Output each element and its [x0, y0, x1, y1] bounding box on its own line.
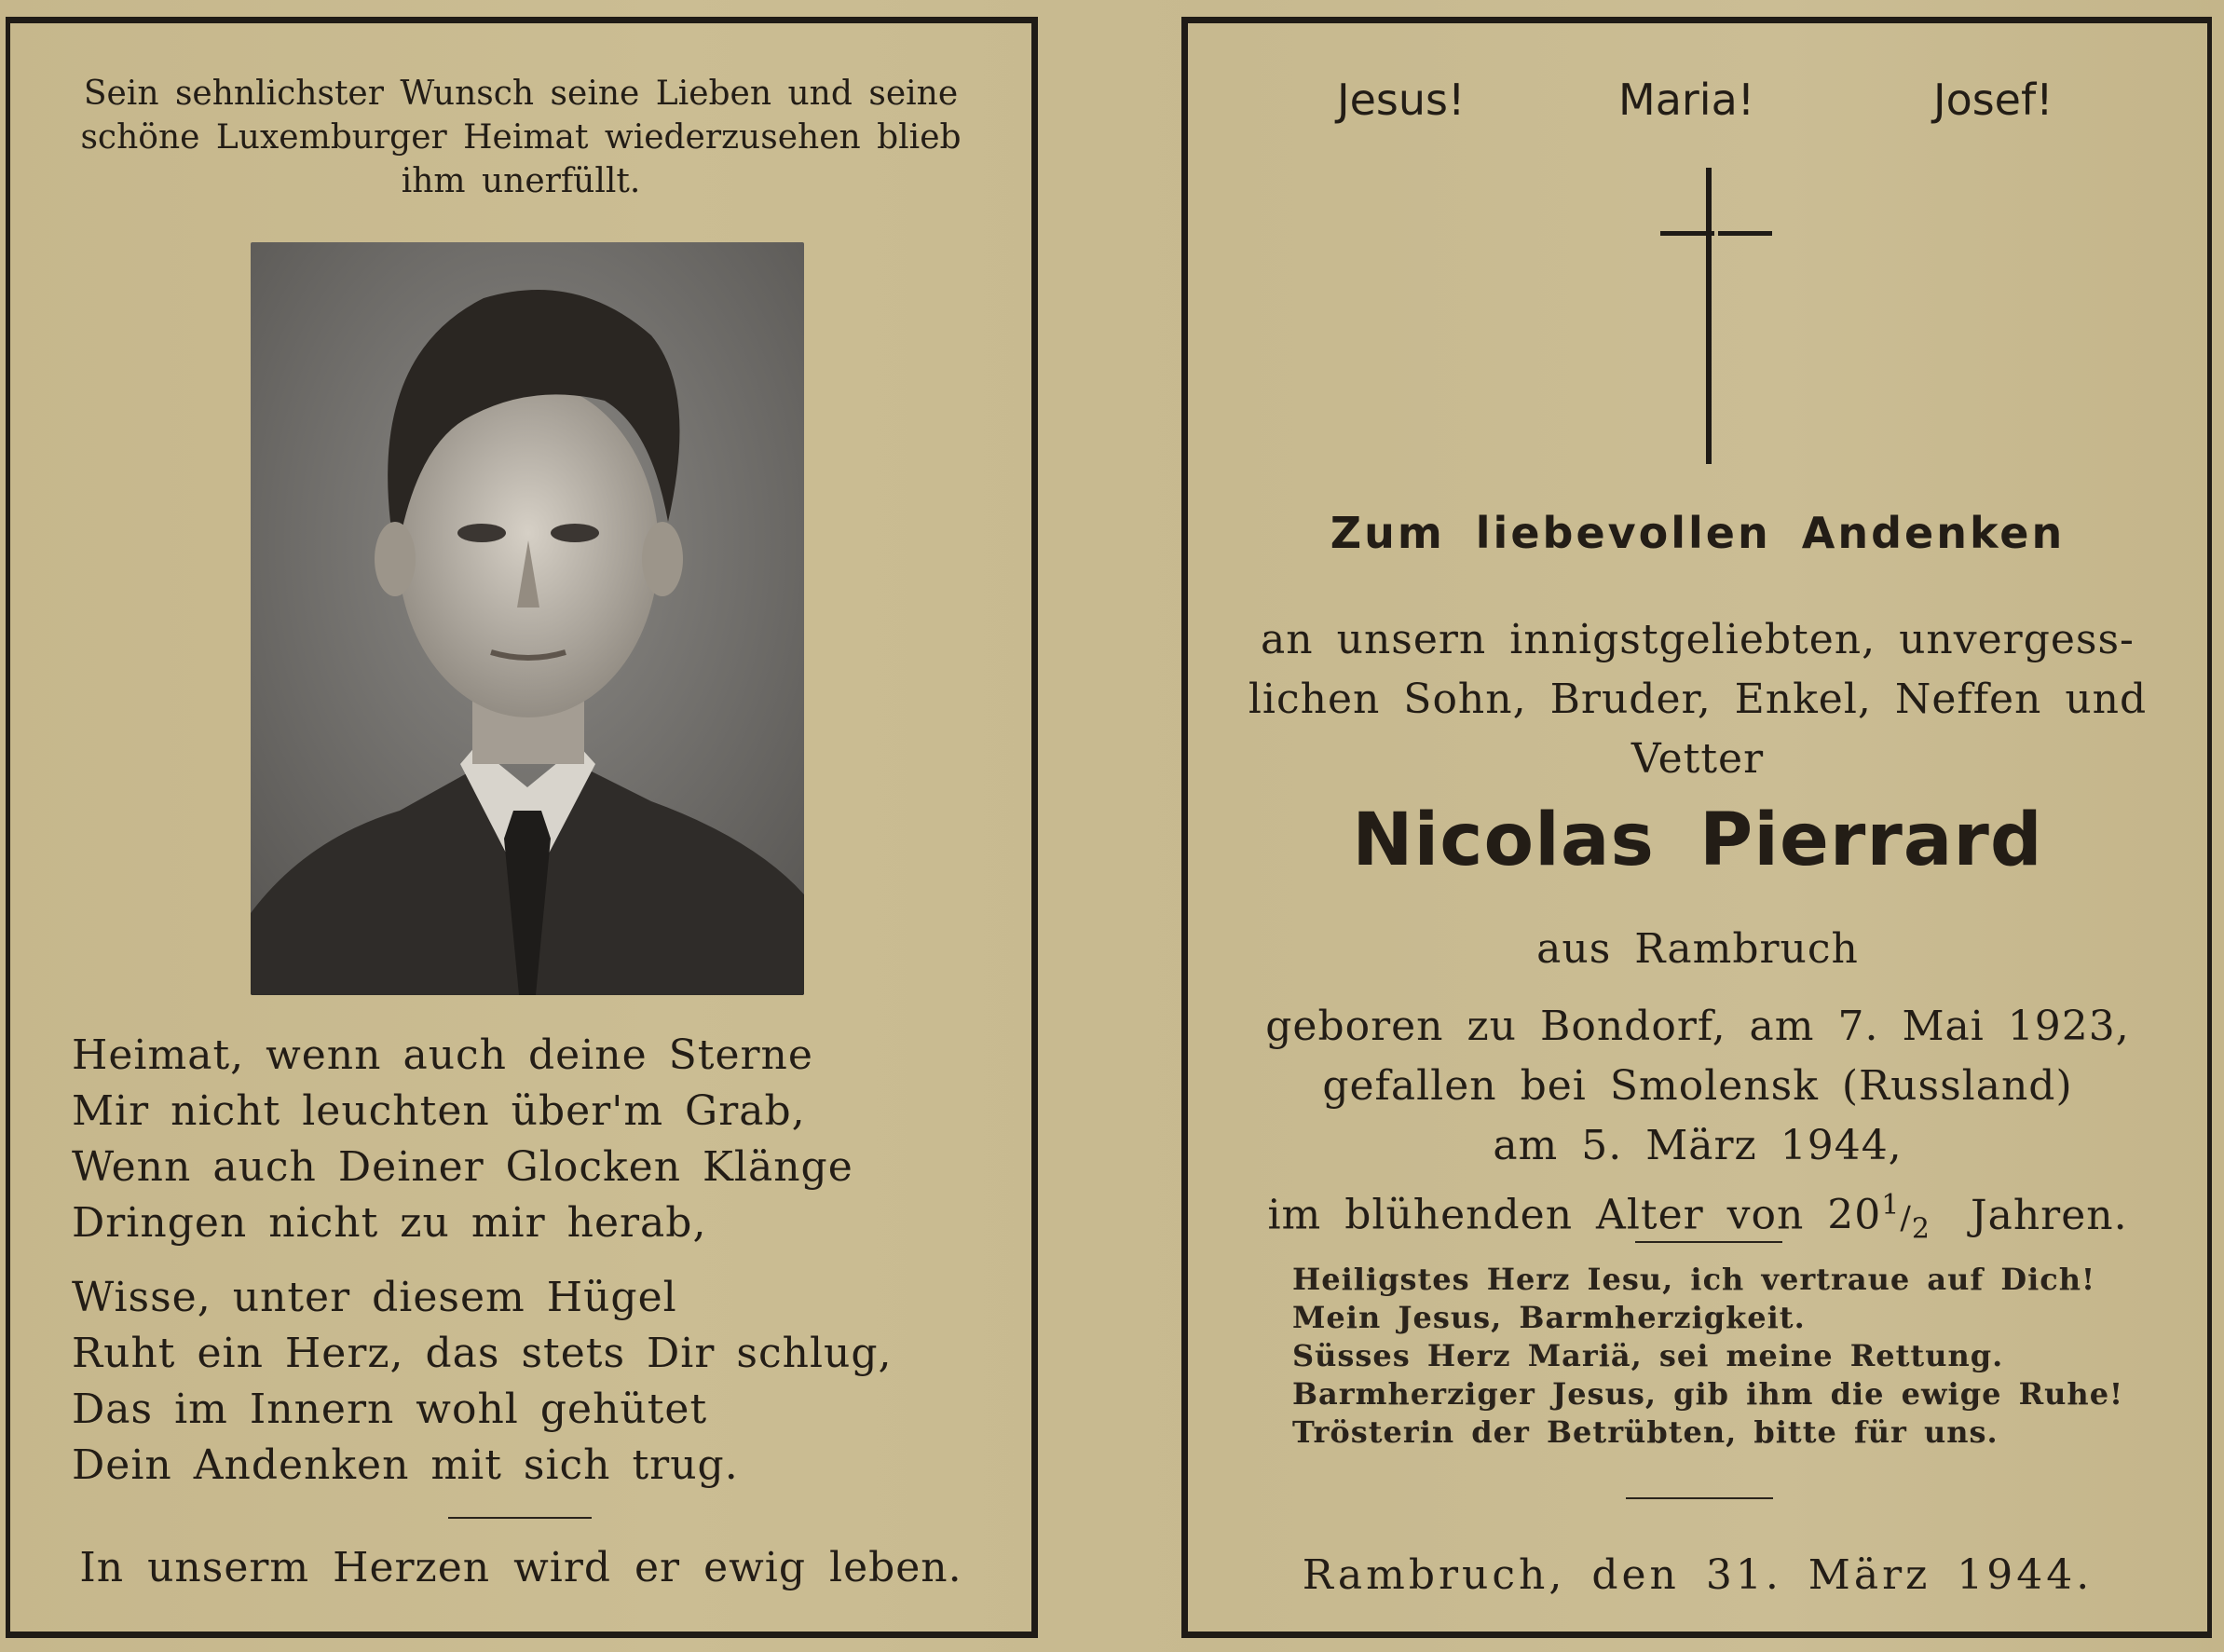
- death-date-line: am 5. März 1944,: [1493, 1122, 1903, 1169]
- prayer-line: Trösterin der Betrübten, bitte für uns.: [1292, 1414, 1999, 1450]
- invocation-jesus: Jesus!: [1337, 75, 1466, 125]
- divider: [448, 1517, 592, 1519]
- right-card: [1181, 17, 2212, 1638]
- cross-icon: [1644, 168, 1775, 485]
- prayer-line: Heiligstes Herz Iesu, ich vertraue auf Dich!: [1292, 1262, 2096, 1297]
- age-unit: Jahren.: [1970, 1191, 2128, 1239]
- prayer-line: Barmherziger Jesus, gib ihm die ewige Ruhe!: [1292, 1376, 2124, 1412]
- poem-line: Heimat, wenn auch deine Sterne: [72, 1031, 813, 1079]
- age-text: im blühenden Alter von 20: [1267, 1191, 1882, 1239]
- prayer-line: Mein Jesus, Barmherzigkeit.: [1292, 1300, 1806, 1335]
- age-line: [1216, 1176, 2179, 1259]
- deceased-name: Nicolas Pierrard: [1352, 799, 2043, 882]
- poem-stanza-2: [72, 1270, 893, 1494]
- memorial-intro: an unsern innigstgeliebten, unvergess-lichen Sohn, Bruder, Enkel, Neffen und Vetter: [1248, 616, 2148, 783]
- age-fraction-numerator: 1: [1881, 1189, 1901, 1222]
- wish-text: Sein sehnlichster Wunsch seine Lieben und seine schöne Luxemburger Heimat wiederzusehen blieb ihm unerfüllt.: [80, 75, 962, 200]
- poem-line: Dringen nicht zu mir herab,: [72, 1199, 707, 1247]
- death-place-line: gefallen bei Smolensk (Russland): [1322, 1062, 2073, 1110]
- closing-line: In unserm Herzen wird er ewig leben.: [79, 1544, 962, 1591]
- life-facts: [1188, 997, 2207, 1259]
- poem-line: Wisse, unter diesem Hügel: [72, 1274, 677, 1321]
- divider: [1635, 1241, 1782, 1243]
- prayer-line: Süsses Herz Mariä, sei meine Rettung.: [1292, 1338, 2004, 1373]
- portrait-photo: [251, 242, 804, 995]
- hometown: aus Rambruch: [1536, 925, 1859, 973]
- poem-line: Mir nicht leuchten über'm Grab,: [72, 1087, 806, 1135]
- memorial-title: Zum liebevollen Andenken: [1330, 508, 2066, 558]
- prayer-list: [1292, 1261, 2123, 1452]
- poem-line: Wenn auch Deiner Glocken Klänge: [72, 1143, 853, 1191]
- poem-line: Ruht ein Herz, das stets Dir schlug,: [72, 1330, 893, 1377]
- age-fraction-denominator: 2: [1911, 1212, 1931, 1246]
- divider: [1626, 1497, 1773, 1499]
- place-and-date: Rambruch, den 31. März 1944.: [1302, 1551, 2094, 1599]
- invocation-maria: Maria!: [1618, 75, 1755, 125]
- left-card: [6, 17, 1038, 1638]
- invocation-josef: Josef!: [1933, 75, 2053, 125]
- portrait-illustration: [251, 242, 804, 995]
- poem-line: Das im Innern wohl gehütet: [72, 1386, 708, 1433]
- poem-line: Dein Andenken mit sich trug.: [72, 1441, 739, 1489]
- birth-line: geboren zu Bondorf, am 7. Mai 1923,: [1265, 1003, 2130, 1050]
- poem-stanza-1: [72, 1028, 853, 1251]
- fraction-slash: /: [1900, 1199, 1912, 1237]
